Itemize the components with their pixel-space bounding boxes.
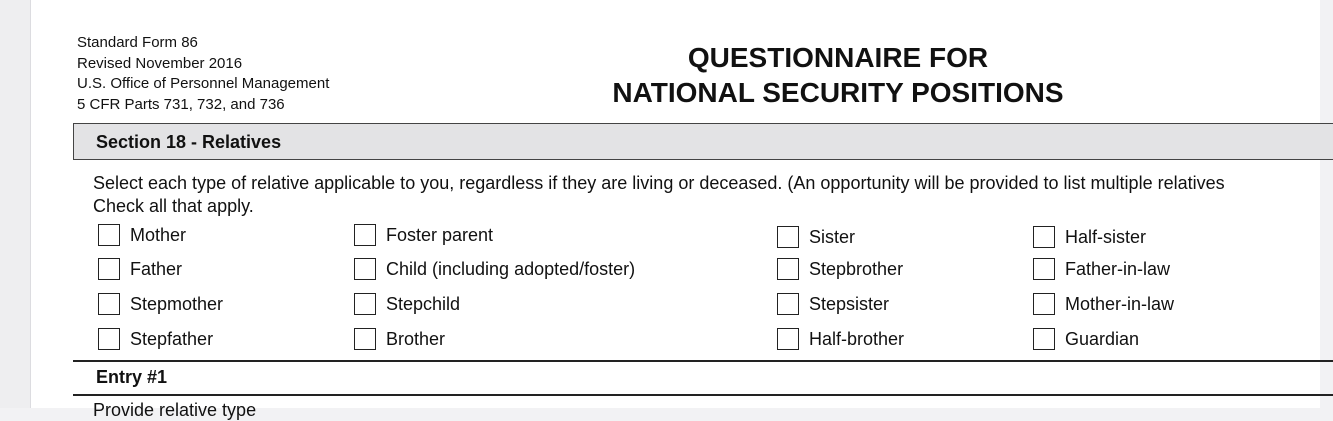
section-instructions (93, 172, 1225, 218)
checkbox[interactable] (354, 258, 376, 280)
relative-option-label: Father-in-law (1065, 258, 1171, 279)
checkbox[interactable] (1033, 293, 1055, 315)
instruction-line1: Select each type of relative applicable to you, regardless if they are living or deceased. (An opportunity will be provided to list multiple relatives (93, 173, 1225, 193)
entry-prompt: Provide relative type (93, 400, 257, 420)
relative-option-label: Stepmother (130, 293, 224, 314)
relative-option-stepchild[interactable] (354, 291, 460, 317)
relative-option-label: Half-brother (809, 328, 905, 349)
checkbox[interactable] (777, 226, 799, 248)
entry-bottom-rule (73, 394, 1333, 396)
relative-option-label: Sister (809, 226, 856, 247)
checkbox[interactable] (98, 258, 120, 280)
checkbox[interactable] (354, 328, 376, 350)
form-metadata (77, 33, 329, 115)
relative-option-foster-parent[interactable] (354, 222, 493, 248)
checkbox[interactable] (354, 224, 376, 246)
relative-option-label: Stepfather (130, 328, 214, 349)
relative-option-stepsister[interactable] (777, 291, 889, 317)
relative-option-label: Brother (386, 328, 446, 349)
cfr-reference: 5 CFR Parts 731, 732, and 736 (77, 95, 285, 113)
checkbox[interactable] (1033, 328, 1055, 350)
form-title-line2: NATIONAL SECURITY POSITIONS (612, 77, 1064, 108)
relative-option-label: Father (130, 258, 183, 279)
checkbox[interactable] (1033, 258, 1055, 280)
section-title: Section 18 - Relatives (96, 132, 282, 152)
form-title-line1: QUESTIONNAIRE FOR (687, 42, 989, 73)
revision-date: Revised November 2016 (77, 54, 243, 72)
relative-option-label: Half-sister (1065, 226, 1147, 247)
relative-option-stepbrother[interactable] (777, 256, 903, 282)
relative-option-half-brother[interactable] (777, 326, 904, 352)
checkbox[interactable] (1033, 226, 1055, 248)
relative-option-label: Mother (130, 224, 187, 245)
relative-option-mother-in-law[interactable] (1033, 291, 1174, 317)
checkbox[interactable] (98, 224, 120, 246)
checkbox[interactable] (777, 258, 799, 280)
relative-option-father-in-law[interactable] (1033, 256, 1170, 282)
checkbox[interactable] (98, 328, 120, 350)
relative-option-label: Child (including adopted/foster) (386, 258, 636, 279)
checkbox[interactable] (354, 293, 376, 315)
relative-option-label: Guardian (1065, 328, 1140, 349)
relative-option-label: Foster parent (386, 224, 494, 245)
relative-option-sister[interactable] (777, 224, 855, 250)
relative-option-mother[interactable] (98, 222, 186, 248)
entry-top-rule (73, 360, 1333, 362)
relative-option-label: Stepsister (809, 293, 890, 314)
relative-option-stepmother[interactable] (98, 291, 223, 317)
checkbox[interactable] (777, 293, 799, 315)
checkbox[interactable] (777, 328, 799, 350)
relative-option-label: Stepchild (386, 293, 461, 314)
document-page (31, 0, 1320, 420)
relative-option-label: Mother-in-law (1065, 293, 1175, 314)
relative-option-child[interactable] (354, 256, 635, 282)
viewer-gutter (0, 0, 31, 408)
relative-option-brother[interactable] (354, 326, 445, 352)
form-title (531, 40, 1145, 110)
form-number: Standard Form 86 (77, 34, 198, 51)
relative-option-half-sister[interactable] (1033, 224, 1146, 250)
relative-option-guardian[interactable] (1033, 326, 1139, 352)
relative-option-stepfather[interactable] (98, 326, 213, 352)
checkbox[interactable] (98, 293, 120, 315)
section-header (73, 123, 1333, 160)
issuing-agency: U.S. Office of Personnel Management (77, 75, 330, 92)
relative-option-label: Stepbrother (809, 258, 904, 279)
instruction-line2: Check all that apply. (93, 196, 254, 216)
entry-title: Entry #1 (96, 367, 168, 387)
relative-option-father[interactable] (98, 256, 182, 282)
